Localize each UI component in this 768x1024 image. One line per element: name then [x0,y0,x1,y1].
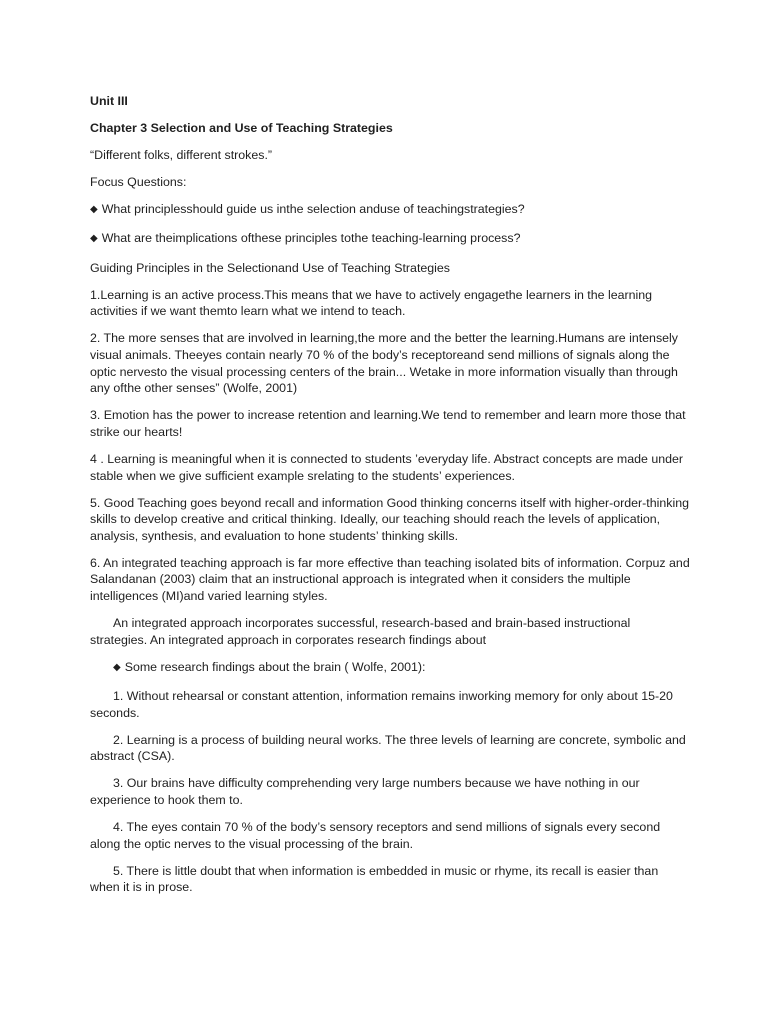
focus-question-2 [90,230,690,249]
focus-question-1 [90,201,690,220]
finding-2: 2. Learning is a process of building neural works. The three levels of learning are concrete, symbolic and abstract (CSA). [90,732,686,764]
diamond-bullet-icon: ◆ [113,661,121,673]
principles-heading: Guiding Principles in the Selectionand Use of Teaching Strategies [90,260,451,275]
finding-4: 4. The eyes contain 70 % of the body’s sensory receptors and send millions of signals every second along the optic nerves to the visual processing of the brain. [90,820,661,851]
research-findings-heading [90,659,690,678]
principle-6: 6. An integrated teaching approach is far more effective than teaching isolated bits of information. Corpuz and Salandanan (2003) claim that an instructional approach is integrated when it considers the multiple intelligences (MI)and varied learning styles. [90,555,690,604]
finding-3: 3. Our brains have difficulty comprehending very large numbers because we have nothing in our experience to hook them to. [90,776,640,807]
principle-5: 5. Good Teaching goes beyond recall and information Good thinking concerns itself with higher-order-thinking skills to develop creative and critical thinking. Ideally, our teaching should reach the levels of application, analysis, synthesis, and evaluation to hone students’ thinking skills. [90,495,690,543]
chapter-title: Chapter 3 Selection and Use of Teaching Strategies [90,121,393,136]
principle-2: 2. The more senses that are involved in learning,the more and the better the learning.Humans are intensely visual animals. Theeyes contain nearly 70 % of the body’s receptoreand send millions of signals along the optic nervesto the visual processing centers of the brain... Wetake in more information visually than through any ofthe other senses” (Wolfe, 2001) [90,331,678,396]
diamond-bullet-icon: ◆ [90,204,98,216]
focus-questions-heading: Focus Questions: [90,175,187,190]
principle-3: 3. Emotion has the power to increase retention and learning.We tend to remember and learn more those that strike our hearts! [90,408,686,439]
focus-question-text: What are theimplications ofthese principles tothe teaching-learning process? [101,231,521,246]
principle-1: 1.Learning is an active process.This means that we have to actively engagethe learners in the learning activities if we want themto learn what we intend to teach. [90,287,653,319]
finding-5: 5. There is little doubt that when information is embedded in music or rhyme, its recall is easier than when it is in prose. [90,863,659,895]
principle-4: 4 . Learning is meaningful when it is connected to students ’everyday life. Abstract concepts are made under stable when we give sufficient example srelating to the students’ experiences. [90,451,684,483]
integrated-approach-paragraph: An integrated approach incorporates successful, research-based and brain-based instructional strategies. An integrated approach in corporates research findings about [90,616,631,647]
finding-1: 1. Without rehearsal or constant attention, information remains inworking memory for only about 15-20 seconds. [90,688,673,720]
focus-question-text: What principlesshould guide us inthe selection anduse of teachingstrategies? [101,202,525,217]
document-body [90,93,690,906]
diamond-bullet-icon: ◆ [90,233,98,245]
research-findings-heading-text: Some research findings about the brain ( Wolfe, 2001): [124,659,426,674]
chapter-quote: “Different folks, different strokes.” [90,148,273,163]
unit-label: Unit III [90,94,128,108]
